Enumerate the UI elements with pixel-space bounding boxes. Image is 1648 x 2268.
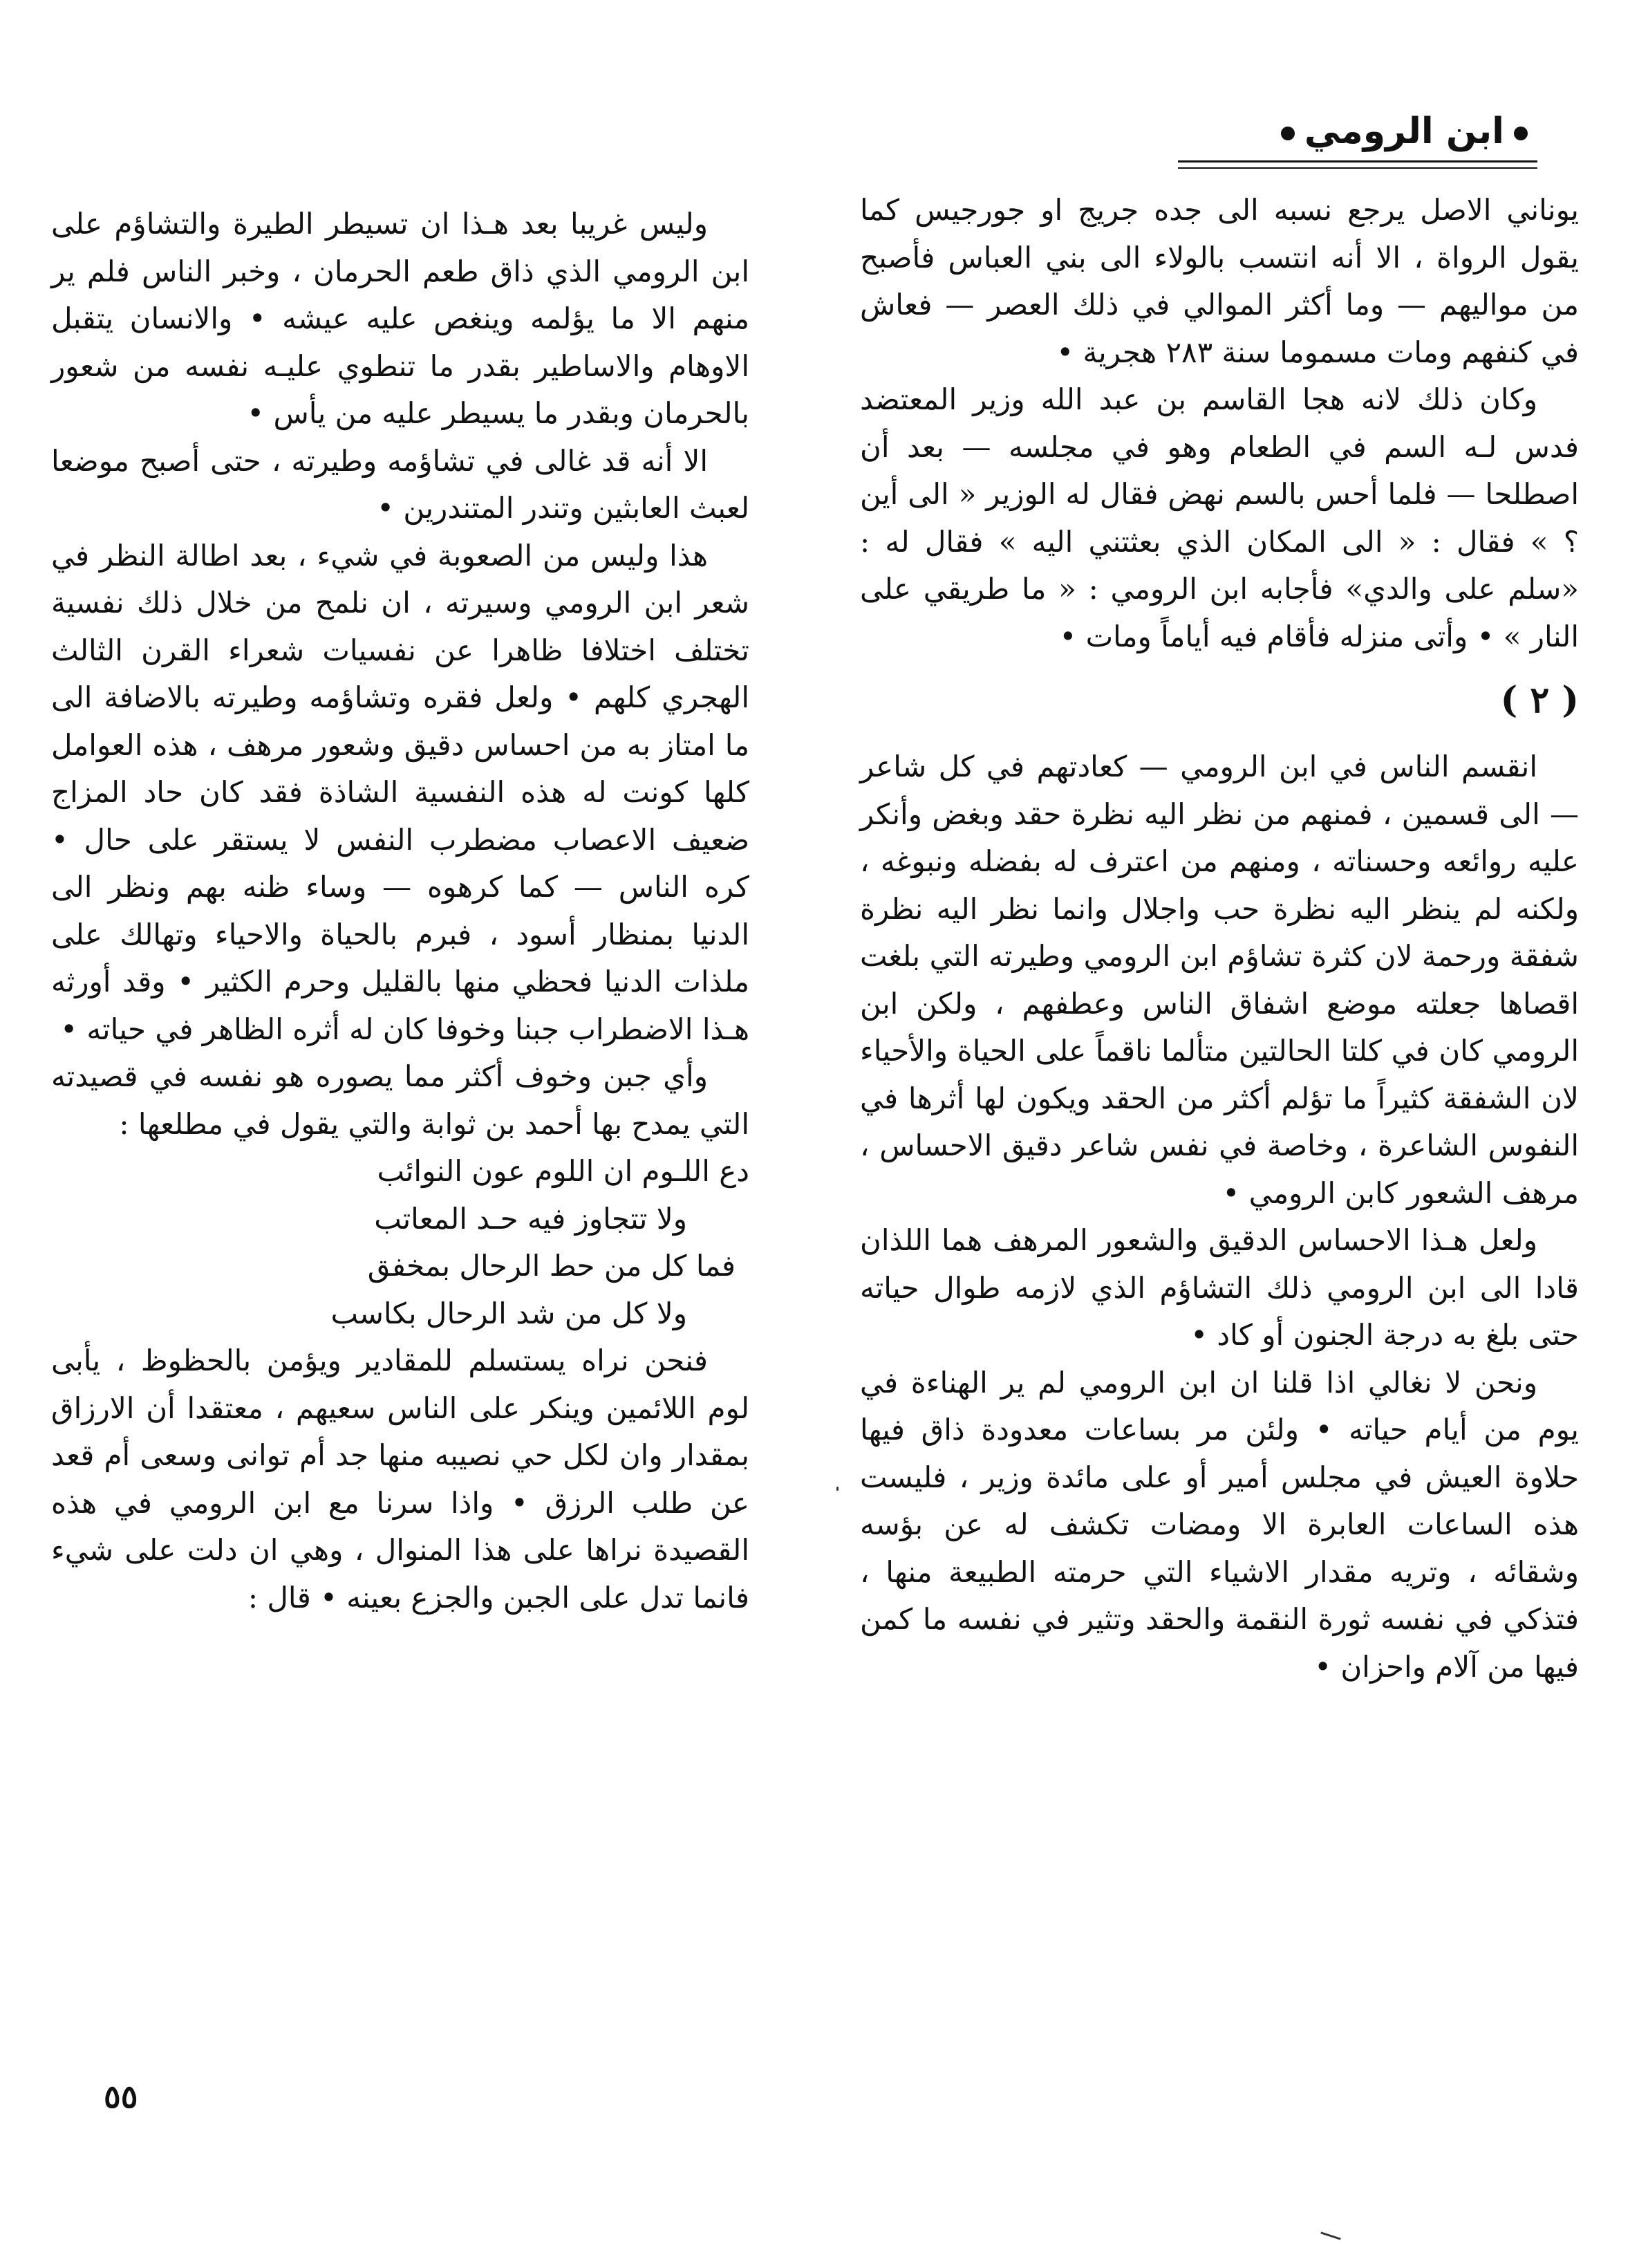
paragraph: وليس غريبا بعد هـذا ان تسيطر الطيرة والتشاؤم على ابن الرومي الذي ذاق طعم الحرمان ، وخبر الناس فلم ير منهم الا ما يؤلمه وينغص عليه عيشه • والانسان يتقبل الاوهام والاساطير بقدر ما تنطوي عليـه نفسه من شعور بالحرمان وبقدر ما يسيطر عليه من يأس • <box>51 207 749 430</box>
paragraph: الا أنه قد غالى في تشاؤمه وطيرته ، حتى أصبح موضعا لعبث العابثين وتندر المتندرين • <box>51 443 749 525</box>
poem-verse: فما كل من حط الرحال بمخفق <box>367 1249 736 1283</box>
header-bullet-icon <box>1514 127 1528 140</box>
poem-verse: دع اللـوم ان اللوم عون النوائب <box>377 1154 749 1188</box>
paragraph: انقسم الناس في ابن الرومي — كعادتهم في كل شاعر — الى قسمين ، فمنهم من نظر اليه نظرة حقد وبغض وأنكر عليه روائعه وحسناته ، ومنهم من اعترف له بفضله ونبوغه ، ولكنه لم ينظر اليه نظرة حب واجلال وانما نظر اليه نظرة شفقة ورحمة لان كثرة تشاؤم ابن الرومي وطيرته التي بلغت اقصاها جعلته موضع اشفاق الناس وعطفهم ، ولكن ابن الرومي كان في كلتا الحالتين متألما ناقماً على الحياة والأحياء لان الشفقة كثيراً ما تؤلم أكثر من الحقد ويكون لها أثرها في النفوس الشاعرة ، وخاصة في نفس شاعر دقيق الاحساس ، مرهف الشعور كابن الرومي • <box>860 750 1579 1210</box>
paragraph: ولعل هـذا الاحساس الدقيق والشعور المرهف هما اللذان قادا الى ابن الرومي ذلك التشاؤم الذي لازمه طوال حياته حتى بلغ به درجة الجنون أو كاد • <box>860 1223 1579 1352</box>
header-title: ابن الرومي <box>1304 111 1504 152</box>
paragraph: وكان ذلك لانه هجا القاسم بن عبد الله وزير المعتضد فدس لـه السم في الطعام وهو في مجلسه — بعد أن اصطلحا — فلما أحس بالسم نهض فقال له الوزير « الى أين ؟ » فقال : « الى المكان الذي بعثتني اليه » فقال له : «سلم على والدي» فأجابه ابن الرومي : « ما طريقي على النار » • وأتى منزله فأقام فيه أياماً ومات • <box>860 382 1579 653</box>
left-column <box>51 201 749 1621</box>
header-rule <box>1178 160 1537 162</box>
header-rule-secondary <box>1178 167 1537 169</box>
paragraph: وأي جبن وخوف أكثر مما يصوره هو نفسه في قصيدته التي يمدح بها أحمد بن ثوابة والتي يقول في مطلعها : <box>51 1059 749 1141</box>
paragraph: يوناني الاصل يرجع نسبه الى جده جريج او جورجيس كما يقول الرواة ، الا أنه انتسب بالولاء الى بني العباس فأصبح من مواليهم — وما أكثر الموالي في ذلك العصر — فعاش في كنفهم ومات مسموما سنة ٢٨٣ هجرية • <box>860 193 1579 369</box>
paragraph: ونحن لا نغالي اذا قلنا ان ابن الرومي لم ير الهناءة في يوم من أيام حياته • ولئن مر بساعات معدودة ذاق فيها حلاوة العيش في مجلس أمير أو على مائدة وزير ، فليست هذه الساعات العابرة الا ومضات تكشف له عن بؤسه وشقائه ، وتريه مقدار الاشياء التي حرمته الطبيعة منها ، فتذكي في نفسه ثورة النقمة والحقد وتثير في نفسه ما كمن فيها من آلام واحزان • <box>860 1365 1579 1684</box>
right-column <box>860 187 1579 1691</box>
page-number: ٥٥ <box>104 2078 138 2115</box>
poem-verse: ولا كل من شد الرحال بكاسب <box>330 1296 687 1330</box>
column-mark <box>836 1487 839 1491</box>
header-bullet-icon <box>1281 127 1295 140</box>
running-header <box>1206 104 1537 159</box>
section-number: ( ٢ ) <box>1500 679 1579 721</box>
scan-mark <box>1320 2231 1340 2240</box>
paragraph: فنحن نراه يستسلم للمقادير ويؤمن بالحظوظ ، يأبى لوم اللائمين وينكر على الناس سعيهم ، معتقدا أن الارزاق بمقدار وان لكل حي نصيبه منها جد أم توانى وسعى أم قعد عن طلب الرزق • واذا سرنا مع ابن الرومي في هذه القصيدة نراها على هذا المنوال ، وهي ان دلت على شيء فانما تدل على الجبن والجزع بعينه • قال : <box>51 1344 749 1615</box>
paragraph: هذا وليس من الصعوبة في شيء ، بعد اطالة النظر في شعر ابن الرومي وسيرته ، ان نلمح من خلال ذلك نفسية تختلف اختلافا ظاهرا عن نفسيات شعراء القرن الثالث الهجري كلهم • ولعل فقره وتشاؤمه وطيرته بالاضافة الى ما امتاز به من احساس دقيق وشعور مرهف ، هذه العوامل كلها كونت له هذه النفسية الشاذة فقد كان حاد المزاج ضعيف الاعصاب مضطرب النفس لا يستقر على حال • كره الناس — كما كرهوه — وساء ظنه بهم ونظر الى الدنيا بمنظار أسود ، فبرم بالحياة والاحياء وتهالك على ملذات الدنيا فحظي منها بالقليل وحرم الكثير • وقد أورثه هـذا الاضطراب جبنا وخوفا كان له أثره الظاهر في حياته • <box>51 538 749 1046</box>
poem-verse: ولا تتجاوز فيه حـد المعاتب <box>374 1201 687 1236</box>
